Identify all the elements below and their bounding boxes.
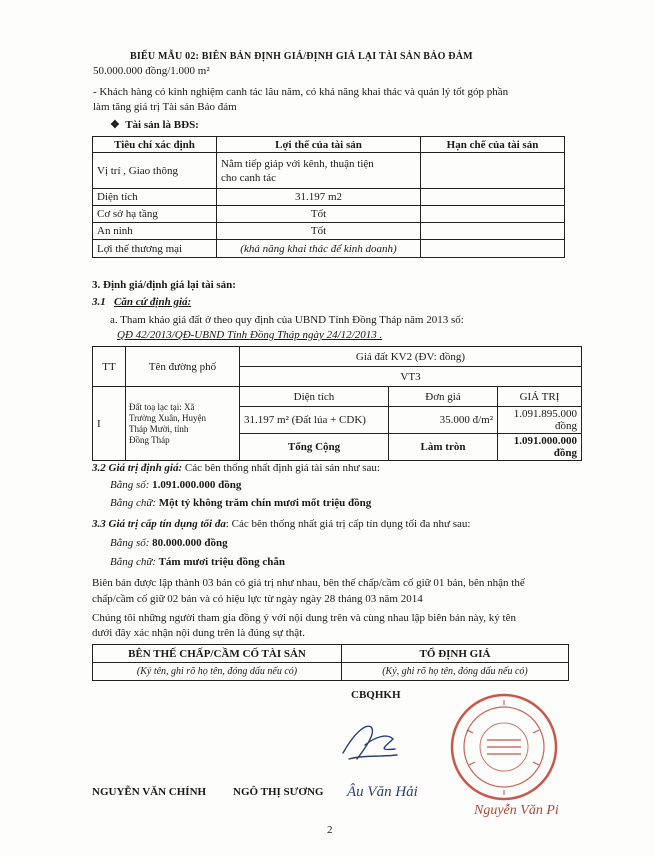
- closing-text-2: chấp/cầm cố giữ 02 bản và có hiệu lực từ ngày ngày 28 tháng 03 năm 2014: [92, 593, 423, 605]
- signature-table: BÊN THẾ CHẤP/CẦM CỐ TÀI SẢN TỔ ĐỊNH GIÁ (Ký tên, ghi rõ họ tên, đóng dấu nếu có) (Ký, ghi rõ họ tên, đóng dấu nếu có): [92, 644, 569, 681]
- table-row: Diện tích 31.197 m2: [93, 189, 565, 206]
- col-criterion: Tiêu chí xác định: [93, 137, 217, 153]
- diamond-bullet-icon: ❖: [110, 119, 120, 131]
- official-stamp: [447, 690, 562, 805]
- section-3-2: 3.2 Giá trị định giá: Các bên thống nhất định giá tài sản như sau:: [92, 462, 380, 474]
- closing-text-1: Biên bản được lập thành 03 bản có giá trị như nhau, bên thế chấp/cầm cố giữ 01 bản, bên nhận thế: [92, 577, 525, 589]
- closing-text-4: dưới đây xác nhận nội dung trên là đúng sự thật.: [92, 627, 305, 639]
- price-table: TT Tên đường phố Giá đất KV2 (ĐV: đồng) VT3 I Đất toạ lạc tại: Xã Trường Xuân, Huyện Tháp Mười, tỉnh Đồng Tháp Diện tích Đơn giá GIÁ TRỊ 31.197 m² (Đất lúa + CDK) 35.000 đ/m² 1.091.895.000 đồng Tổng Cộng Làm tròn 1.091.000.000 đồng: [92, 346, 582, 461]
- credit-number: Bằng số: 80.000.000 đồng: [110, 537, 228, 549]
- table-row: Vị trí , Giao thông Nằm tiếp giáp với kênh, thuận tiện cho canh tác: [93, 153, 565, 189]
- table-row: An ninh Tốt: [93, 223, 565, 240]
- cbqkh-label: CBQHKH: [351, 689, 401, 701]
- closing-text-3: Chúng tôi những người tham gia đồng ý với nội dung trên và cùng nhau lập biên bản này, ký tên: [92, 612, 516, 624]
- advantage-note-cont: làm tăng giá trị Tài sản Bảo đảm: [93, 101, 237, 113]
- signer-name-2: NGÔ THỊ SƯƠNG: [233, 786, 324, 798]
- section-3-title: 3. Định giá/định giá lại tài sản:: [92, 279, 236, 291]
- decision-reference: QĐ 42/2013/QĐ-UBND Tỉnh Đồng Tháp ngày 24/12/2013 .: [117, 329, 383, 341]
- advantage-note: - Khách hàng có kinh nghiệm canh tác lâu năm, có khả năng khai thác và quản lý tốt góp phần: [93, 86, 509, 98]
- handwritten-signature-1: Âu Văn Hải: [347, 784, 418, 800]
- asset-heading: ❖ Tài sản là BĐS:: [110, 119, 199, 131]
- asset-table: [92, 136, 565, 258]
- table-row: Lợi thế thương mại (khả năng khai thác để kinh doanh): [93, 240, 565, 258]
- valuation-number: Bằng số: 1.091.000.000 đồng: [110, 479, 242, 491]
- signer-name-1: NGUYỄN VĂN CHÍNH: [92, 786, 207, 798]
- signature-scribble: [335, 715, 405, 770]
- col-limitation: Hạn chế của tài sản: [421, 137, 565, 153]
- table-row: Cơ sở hạ tầng Tốt: [93, 206, 565, 223]
- credit-words: Bằng chữ: Tám mươi triệu đồng chẵn: [110, 556, 285, 568]
- col-advantage: Lợi thế của tài sản: [217, 137, 421, 153]
- section-3-3: 3.3 Giá trị cấp tín dụng tối đa: Các bên thống nhất giá trị cấp tín dụng tối đa như sau:: [92, 518, 471, 530]
- location-cell: Đất toạ lạc tại: Xã Trường Xuân, Huyện Tháp Mười, tỉnh Đồng Tháp: [126, 387, 240, 461]
- handwritten-signature-2: Nguyễn Văn Pi: [474, 803, 559, 818]
- section-3-1-title: 3.1 Căn cứ định giá:: [92, 296, 192, 308]
- price-line: 50.000.000 đồng/1.000 m²: [93, 65, 210, 77]
- page-number: 2: [327, 824, 333, 836]
- section-3-1-a: a. Tham khảo giá đất ở theo quy định của UBND Tỉnh Đồng Tháp năm 2013 số:: [110, 314, 464, 326]
- form-header: BIỂU MẪU 02: BIÊN BẢN ĐỊNH GIÁ/ĐỊNH GIÁ LẠI TÀI SẢN BẢO ĐẢM: [130, 51, 473, 62]
- valuation-words: Bằng chữ: Một tỷ không trăm chín mươi mốt triệu đồng: [110, 497, 372, 509]
